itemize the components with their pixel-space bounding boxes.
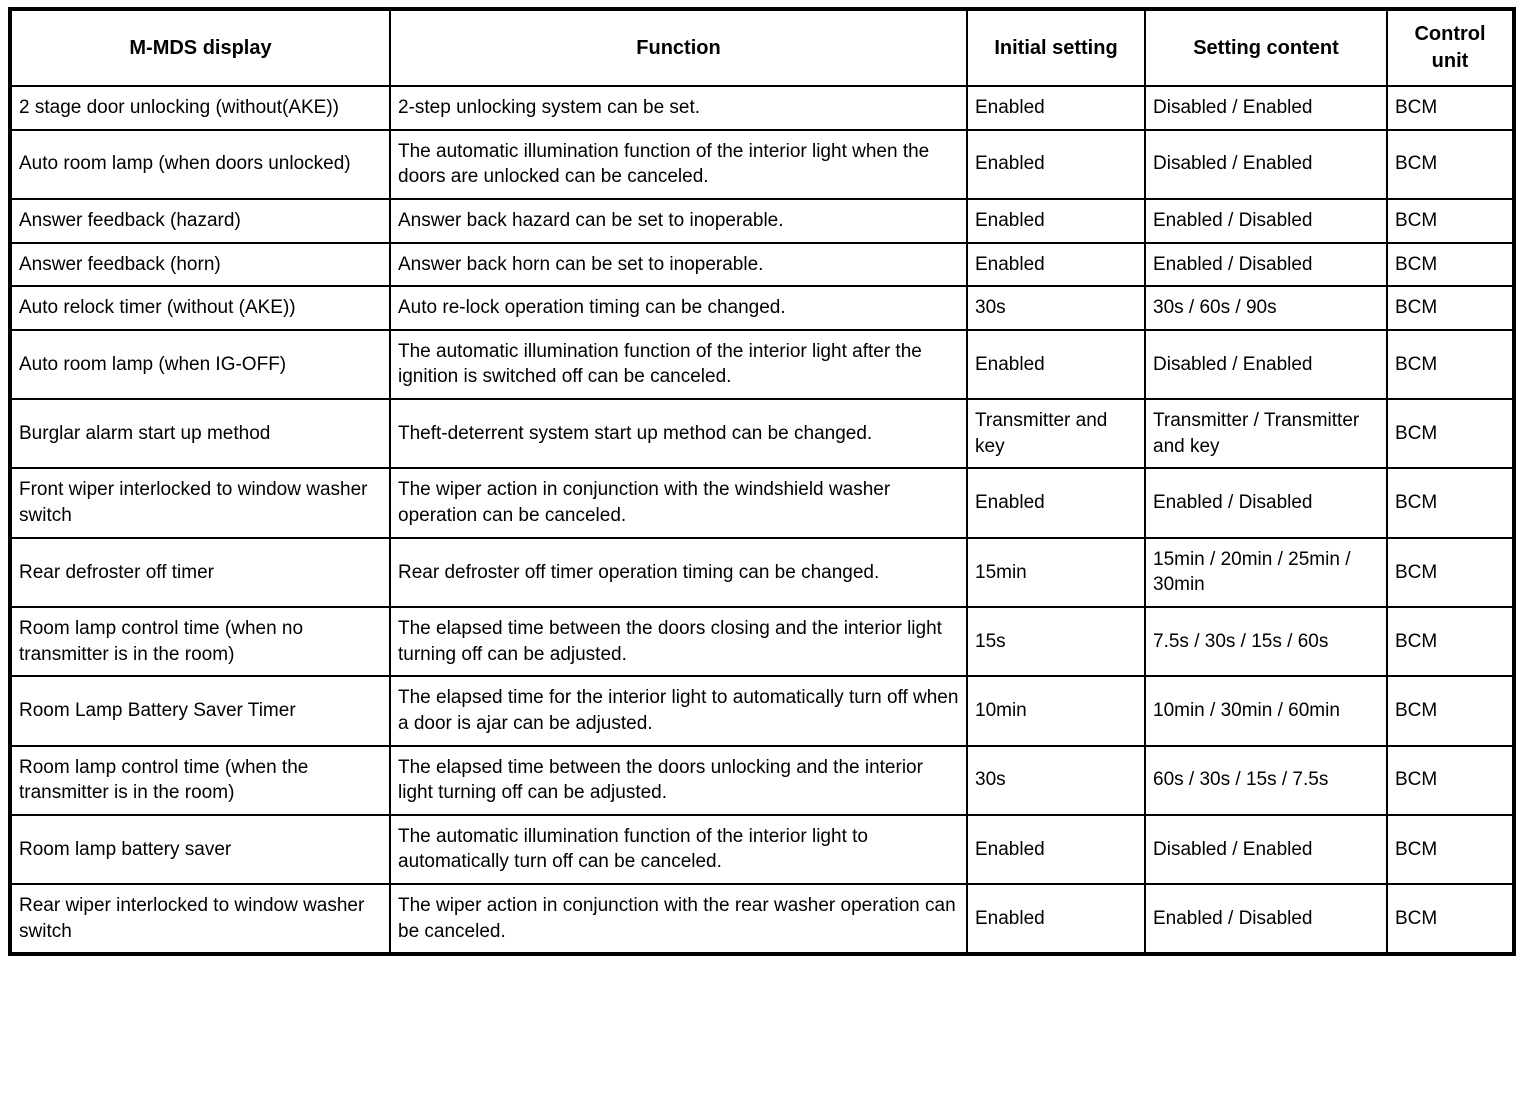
header-row <box>10 9 1514 86</box>
cell-setting-content: Disabled / Enabled <box>1145 130 1387 199</box>
cell-control-unit: BCM <box>1387 815 1514 884</box>
header-initial-setting: Initial setting <box>967 9 1145 86</box>
cell-function: The automatic illumination function of the interior light when the doors are unlocked can be canceled. <box>390 130 967 199</box>
cell-function: The wiper action in conjunction with the rear washer operation can be canceled. <box>390 884 967 954</box>
cell-mmds-display: Rear defroster off timer <box>10 538 390 607</box>
cell-setting-content: Enabled / Disabled <box>1145 884 1387 954</box>
cell-initial-setting: Enabled <box>967 130 1145 199</box>
cell-function: Answer back hazard can be set to inoperable. <box>390 199 967 243</box>
mmds-settings-table <box>8 7 1516 956</box>
table-header <box>10 9 1514 86</box>
table-row <box>10 884 1514 954</box>
cell-function: The automatic illumination function of the interior light to automatically turn off can be canceled. <box>390 815 967 884</box>
cell-control-unit: BCM <box>1387 676 1514 745</box>
cell-control-unit: BCM <box>1387 607 1514 676</box>
cell-mmds-display: Burglar alarm start up method <box>10 399 390 468</box>
cell-mmds-display: Answer feedback (hazard) <box>10 199 390 243</box>
cell-initial-setting: 30s <box>967 746 1145 815</box>
cell-control-unit: BCM <box>1387 86 1514 130</box>
cell-control-unit: BCM <box>1387 538 1514 607</box>
cell-initial-setting: 10min <box>967 676 1145 745</box>
cell-mmds-display: 2 stage door unlocking (without(AKE)) <box>10 86 390 130</box>
cell-initial-setting: Transmitter and key <box>967 399 1145 468</box>
cell-control-unit: BCM <box>1387 199 1514 243</box>
header-mmds-display: M-MDS display <box>10 9 390 86</box>
cell-setting-content: 7.5s / 30s / 15s / 60s <box>1145 607 1387 676</box>
table-row <box>10 86 1514 130</box>
cell-initial-setting: Enabled <box>967 468 1145 537</box>
cell-setting-content: 10min / 30min / 60min <box>1145 676 1387 745</box>
table-row <box>10 815 1514 884</box>
cell-control-unit: BCM <box>1387 884 1514 954</box>
cell-function: The automatic illumination function of the interior light after the ignition is switched off can be canceled. <box>390 330 967 399</box>
cell-control-unit: BCM <box>1387 468 1514 537</box>
cell-function: The elapsed time for the interior light to automatically turn off when a door is ajar can be adjusted. <box>390 676 967 745</box>
cell-mmds-display: Rear wiper interlocked to window washer switch <box>10 884 390 954</box>
table-row <box>10 286 1514 330</box>
cell-mmds-display: Room Lamp Battery Saver Timer <box>10 676 390 745</box>
cell-function: The elapsed time between the doors unlocking and the interior light turning off can be adjusted. <box>390 746 967 815</box>
cell-initial-setting: Enabled <box>967 199 1145 243</box>
cell-setting-content: 15min / 20min / 25min / 30min <box>1145 538 1387 607</box>
cell-initial-setting: Enabled <box>967 884 1145 954</box>
cell-mmds-display: Front wiper interlocked to window washer switch <box>10 468 390 537</box>
cell-setting-content: Disabled / Enabled <box>1145 86 1387 130</box>
cell-initial-setting: 15s <box>967 607 1145 676</box>
cell-initial-setting: 15min <box>967 538 1145 607</box>
cell-setting-content: 60s / 30s / 15s / 7.5s <box>1145 746 1387 815</box>
cell-control-unit: BCM <box>1387 130 1514 199</box>
cell-initial-setting: Enabled <box>967 330 1145 399</box>
cell-mmds-display: Room lamp control time (when no transmitter is in the room) <box>10 607 390 676</box>
header-control-unit: Control unit <box>1387 9 1514 86</box>
cell-mmds-display: Auto room lamp (when IG-OFF) <box>10 330 390 399</box>
table-row <box>10 538 1514 607</box>
cell-mmds-display: Auto room lamp (when doors unlocked) <box>10 130 390 199</box>
cell-function: 2-step unlocking system can be set. <box>390 86 967 130</box>
table-row <box>10 468 1514 537</box>
cell-function: Answer back horn can be set to inoperable. <box>390 243 967 287</box>
header-setting-content: Setting content <box>1145 9 1387 86</box>
cell-setting-content: Transmitter / Transmitter and key <box>1145 399 1387 468</box>
table-row <box>10 746 1514 815</box>
cell-setting-content: Enabled / Disabled <box>1145 199 1387 243</box>
cell-control-unit: BCM <box>1387 746 1514 815</box>
cell-control-unit: BCM <box>1387 330 1514 399</box>
cell-setting-content: Disabled / Enabled <box>1145 815 1387 884</box>
cell-setting-content: Enabled / Disabled <box>1145 468 1387 537</box>
cell-control-unit: BCM <box>1387 286 1514 330</box>
cell-function: Theft-deterrent system start up method can be changed. <box>390 399 967 468</box>
header-function: Function <box>390 9 967 86</box>
cell-function: The wiper action in conjunction with the windshield washer operation can be canceled. <box>390 468 967 537</box>
table-row <box>10 130 1514 199</box>
table-body <box>10 86 1514 954</box>
table-row <box>10 676 1514 745</box>
cell-function: Auto re-lock operation timing can be changed. <box>390 286 967 330</box>
cell-function: The elapsed time between the doors closing and the interior light turning off can be adjusted. <box>390 607 967 676</box>
cell-setting-content: 30s / 60s / 90s <box>1145 286 1387 330</box>
cell-control-unit: BCM <box>1387 399 1514 468</box>
table-row <box>10 607 1514 676</box>
table-row <box>10 199 1514 243</box>
cell-initial-setting: Enabled <box>967 815 1145 884</box>
cell-mmds-display: Auto relock timer (without (AKE)) <box>10 286 390 330</box>
cell-initial-setting: Enabled <box>967 243 1145 287</box>
table-row <box>10 330 1514 399</box>
cell-setting-content: Enabled / Disabled <box>1145 243 1387 287</box>
cell-mmds-display: Answer feedback (horn) <box>10 243 390 287</box>
cell-initial-setting: 30s <box>967 286 1145 330</box>
cell-setting-content: Disabled / Enabled <box>1145 330 1387 399</box>
cell-function: Rear defroster off timer operation timing can be changed. <box>390 538 967 607</box>
cell-control-unit: BCM <box>1387 243 1514 287</box>
cell-initial-setting: Enabled <box>967 86 1145 130</box>
table-row <box>10 399 1514 468</box>
cell-mmds-display: Room lamp battery saver <box>10 815 390 884</box>
table-row <box>10 243 1514 287</box>
cell-mmds-display: Room lamp control time (when the transmitter is in the room) <box>10 746 390 815</box>
